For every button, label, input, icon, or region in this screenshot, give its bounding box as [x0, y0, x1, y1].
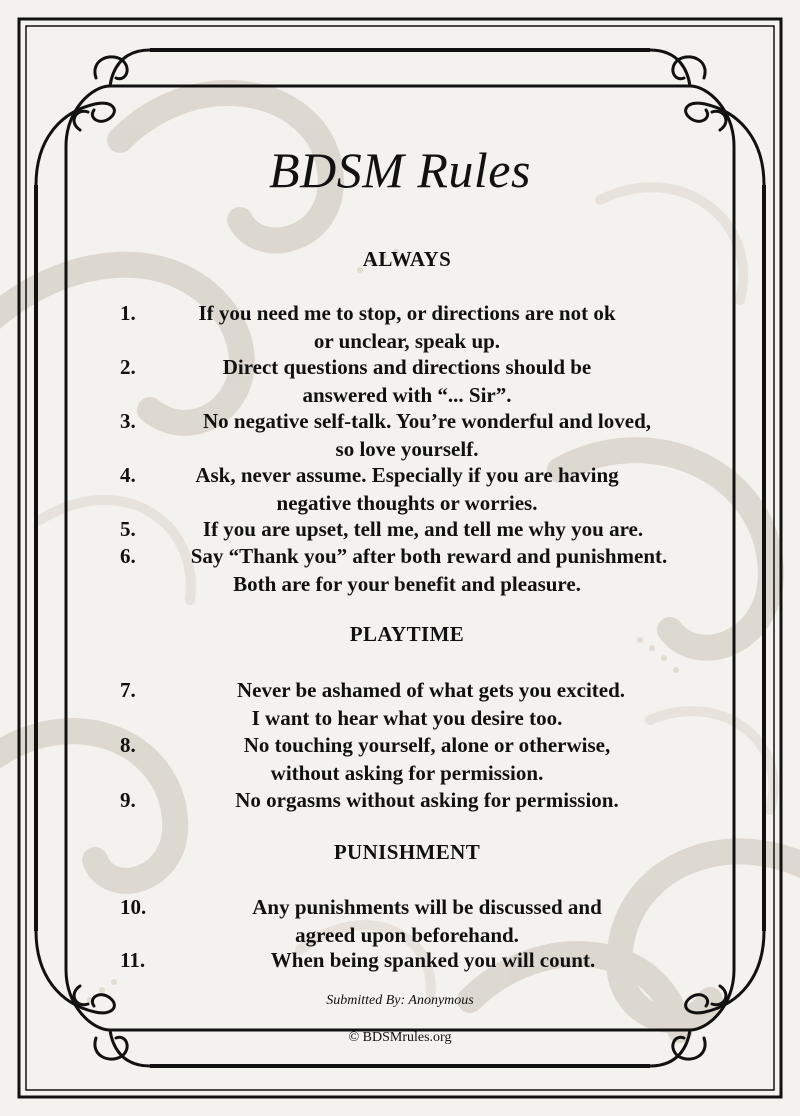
rule-number: 6. — [120, 544, 136, 568]
rule-text-line: Direct questions and directions should be — [222, 355, 592, 379]
page-title: BDSM Rules — [269, 142, 531, 198]
rule-text-line: so love yourself. — [335, 437, 479, 461]
rule-text-line: I want to hear what you desire too. — [251, 706, 563, 730]
rule-text-line: Any punishments will be discussed and — [252, 895, 602, 919]
rule-text-line: Both are for your benefit and pleasure. — [233, 572, 581, 596]
rule-text-line: negative thoughts or worries. — [276, 491, 538, 515]
rule-number: 9. — [120, 788, 136, 812]
rule-text-line: If you are upset, tell me, and tell me why you are. — [202, 517, 644, 541]
rule-text-line: Say “Thank you” after both reward and punishment. — [190, 544, 668, 568]
rule-number: 4. — [120, 463, 136, 487]
rule-number: 5. — [120, 517, 136, 541]
rule-number: 2. — [120, 355, 136, 379]
rule-text-line: Ask, never assume. Especially if you are having — [195, 463, 619, 487]
rule-number: 7. — [120, 678, 136, 702]
rule-text-line: answered with “... Sir”. — [302, 383, 512, 407]
rule-number: 8. — [120, 733, 136, 757]
rule-text-line: When being spanked you will count. — [270, 948, 596, 972]
rule-text-line: Never be ashamed of what gets you excited. — [236, 678, 626, 702]
copyright-notice: © BDSMrules.org — [348, 1030, 452, 1045]
section-heading-playtime: PLAYTIME — [349, 622, 465, 646]
rule-number: 1. — [120, 301, 136, 325]
section-heading-punishment: PUNISHMENT — [333, 840, 481, 864]
section-heading-always: ALWAYS — [362, 247, 452, 271]
rule-number: 11. — [120, 948, 146, 972]
rule-text-line: If you need me to stop, or directions are not ok — [198, 301, 616, 325]
rule-number: 10. — [120, 895, 147, 919]
rule-text-line: No negative self-talk. You’re wonderful and loved, — [203, 409, 651, 433]
submitted-by: Submitted By: Anonymous — [326, 993, 474, 1008]
rule-text-line: without asking for permission. — [270, 761, 544, 785]
rule-text-line: or unclear, speak up. — [313, 329, 501, 353]
rule-text-line: No touching yourself, alone or otherwise, — [243, 733, 611, 757]
rule-text-line: agreed upon beforehand. — [295, 923, 519, 947]
rule-number: 3. — [120, 409, 136, 433]
rule-text-line: No orgasms without asking for permission. — [235, 788, 619, 812]
